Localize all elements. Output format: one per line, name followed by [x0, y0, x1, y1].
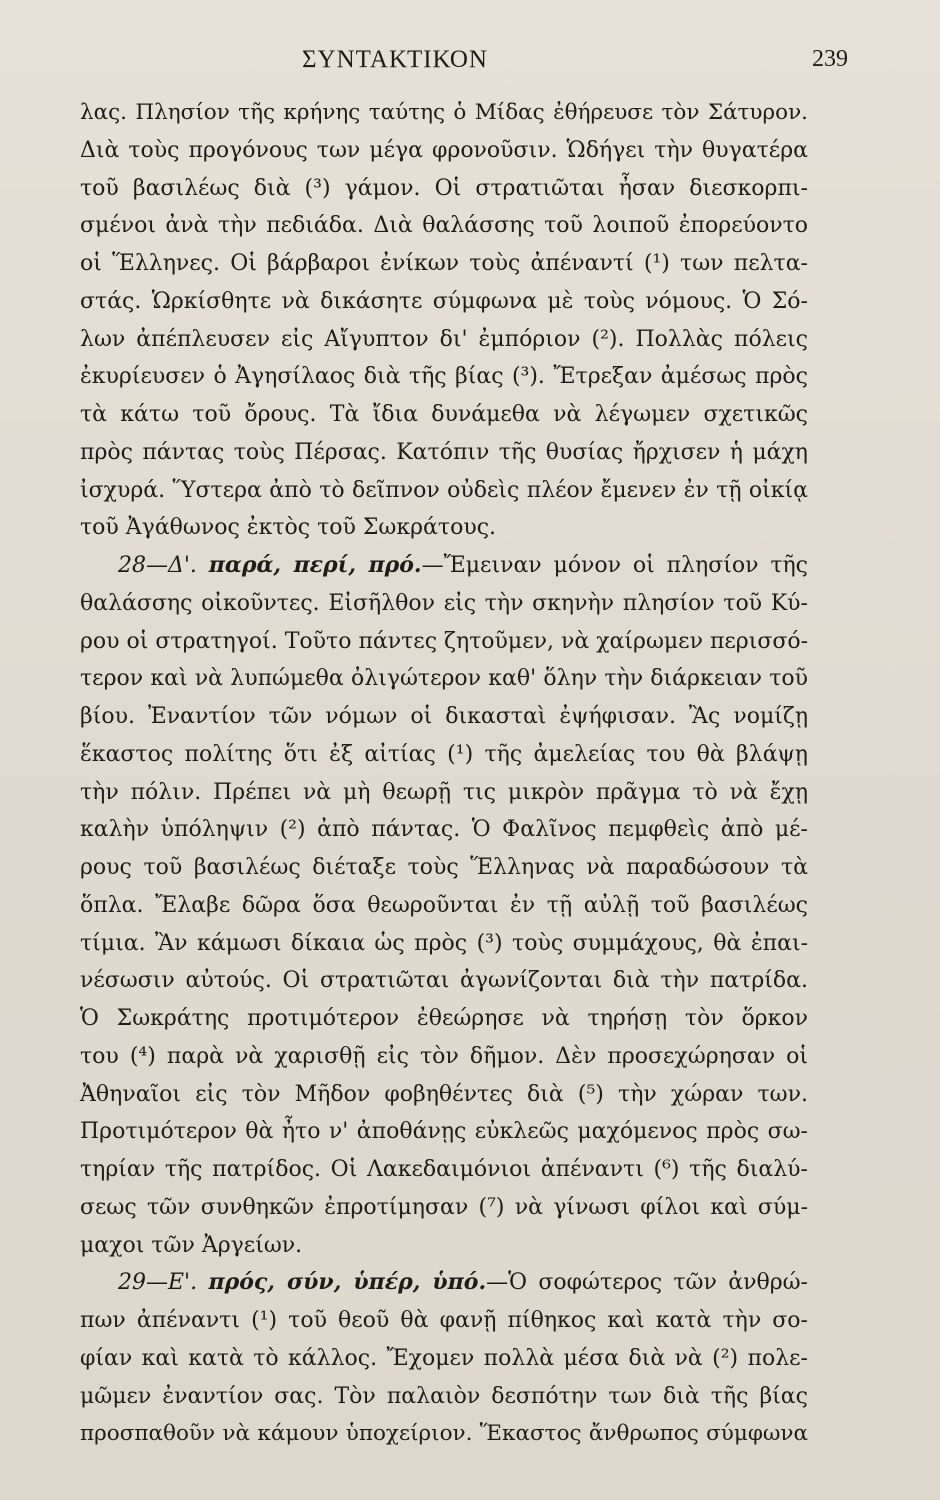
text-line — [80, 434, 808, 472]
line-text: φίαν καὶ κατὰ τὸ κάλλος. Ἔχομεν πολλὰ μέσα διὰ νὰ (²) πολε- — [80, 1345, 808, 1371]
text-line — [80, 547, 808, 585]
text-line — [80, 736, 808, 774]
line-text: βίου. Ἐναντίον τῶν νόμων οἱ δικασταὶ ἐψήφισαν. Ἂς νομίζῃ — [80, 704, 808, 729]
line-text: προσπαθοῦν νὰ κάμουν ὑποχείριον. Ἕκαστος ἄνθρωπος σύμφωνα — [80, 1421, 808, 1447]
line-text: τερον καὶ νὰ λυπώμεθα ὀλιγώτερον καθ' ὅλην τὴν διάρκειαν τοῦ — [80, 666, 808, 692]
line-text: Ὁ Σωκράτης προτιμότερον ἐθεώρησε νὰ τηρήσῃ τὸν ὅρκον — [80, 1006, 808, 1031]
line-text: Ἀθηναῖοι εἰς τὸν Μῆδον φοβηθέντες διὰ (⁵) τὴν χώραν των. — [80, 1081, 808, 1107]
text-line — [80, 245, 808, 283]
line-text: —Ἔμειναν μόνον οἱ πλησίον τῆς — [421, 553, 808, 578]
section-number: 29—Ε'. — [118, 1270, 198, 1296]
text-line — [80, 396, 808, 434]
text-line — [80, 1151, 808, 1189]
line-text: καλὴν ὑπόληψιν (²) ἀπὸ πάντας. Ὁ Φαλῖνος πεμφθεὶς ἀπὸ μέ- — [80, 817, 808, 843]
text-line — [80, 1076, 808, 1114]
running-title: ΣΥΝΤΑΚΤΙΚΟΝ — [302, 46, 488, 73]
line-text: πων ἀπέναντι (¹) τοῦ θεοῦ θὰ φανῇ πίθηκος καὶ κατὰ τὴν σο- — [80, 1308, 808, 1333]
line-text: πρὸς πάντας τοὺς Πέρσας. Κατόπιν τῆς θυσίας ἤρχισεν ἡ μάχη — [80, 439, 808, 465]
line-text: μαχοι τῶν Ἀργείων. — [80, 1232, 303, 1258]
text-line — [80, 660, 808, 698]
line-text: —Ὁ σοφώτερος τῶν ἀνθρώ- — [486, 1270, 808, 1296]
text-line — [80, 94, 808, 132]
text-line — [80, 207, 808, 245]
text-line — [80, 509, 808, 547]
text-line — [80, 623, 808, 661]
line-text: τοῦ βασιλέως διὰ (³) γάμον. Οἱ στρατιῶται ἦσαν διεσκορπι- — [80, 175, 808, 201]
text-line — [80, 925, 808, 963]
line-text: λας. Πλησίον τῆς κρήνης ταύτης ὁ Μίδας ἐθήρευσε τὸν Σάτυρον. — [80, 100, 808, 125]
text-line — [80, 698, 808, 736]
page-number: 239 — [812, 46, 848, 72]
line-text: ἕκαστος πολίτης ὅτι ἐξ αἰτίας (¹) τῆς ἀμελείας του θὰ βλάψῃ — [80, 741, 808, 767]
text-line — [80, 849, 808, 887]
text-line — [80, 472, 808, 510]
line-text: τοῦ Ἀγάθωνος ἐκτὸς τοῦ Σωκράτους. — [80, 515, 497, 541]
running-head — [0, 42, 940, 76]
line-text: στάς. Ὡρκίσθητε νὰ δικάσητε σύμφωνα μὲ τοὺς νόμους. Ὁ Σό- — [80, 288, 808, 314]
section-number: 28—Δ'. — [118, 553, 197, 578]
line-text: ρου οἱ στρατηγοί. Τοῦτο πάντες ζητοῦμεν, νὰ χαίρωμεν περισσό- — [80, 628, 809, 654]
line-text: τίμια. Ἂν κάμωσι δίκαια ὡς πρὸς (³) τοὺς συμμάχους, θὰ ἐπαι- — [80, 930, 808, 956]
text-line — [80, 1378, 808, 1416]
line-text: τηρίαν τῆς πατρίδος. Οἱ Λακεδαιμόνιοι ἀπέναντι (⁶) τῆς διαλύ- — [80, 1157, 808, 1182]
text-line — [80, 1340, 808, 1378]
text-line — [80, 358, 808, 396]
text-line — [80, 1227, 808, 1265]
text-line — [80, 962, 808, 1000]
text-line — [80, 1038, 808, 1076]
line-text: νέσωσιν αὐτούς. Οἱ στρατιῶται ἀγωνίζονται διὰ τὴν πατρίδα. — [80, 968, 808, 994]
text-line — [80, 1264, 808, 1302]
line-text: τὰ κάτω τοῦ ὄρους. Τὰ ἴδια δυνάμεθα νὰ λέγωμεν σχετικῶς — [80, 402, 808, 427]
text-line — [80, 887, 808, 925]
line-text: Προτιμότερον θὰ ἦτο ν' ἀποθάνῃς εὐκλεῶς μαχόμενος πρὸς σω- — [80, 1119, 808, 1145]
line-text: του (⁴) παρὰ νὰ χαρισθῇ εἰς τὸν δῆμον. Δὲν προσεχώρησαν οἱ — [80, 1043, 808, 1069]
text-line — [80, 283, 808, 321]
line-text: σεως τῶν συνθηκῶν ἐπροτίμησαν (⁷) νὰ γίνωσι φίλοι καὶ σύμ- — [80, 1194, 808, 1220]
text-line — [80, 1000, 808, 1038]
section-heading: παρά, περί, πρό. — [208, 552, 422, 578]
line-text: λων ἀπέπλευσεν εἰς Αἴγυπτον δι' ἐμπόριον (²). Πολλὰς πόλεις — [80, 326, 808, 352]
text-line — [80, 1415, 808, 1453]
line-text: ὅπλα. Ἔλαβε δῶρα ὅσα θεωροῦνται ἐν τῇ αὐλῇ τοῦ βασιλέως — [80, 892, 808, 918]
body-text — [80, 94, 808, 1453]
text-line — [80, 1302, 808, 1340]
line-text: Διὰ τοὺς προγόνους των μέγα φρονοῦσιν. Ὡδήγει τὴν θυγατέρα — [80, 137, 808, 163]
text-line — [80, 1113, 808, 1151]
text-line — [80, 170, 808, 208]
section-heading: πρός, σύν, ὑπέρ, ὑπό. — [208, 1269, 487, 1296]
text-line — [80, 132, 808, 170]
line-text: σμένοι ἀνὰ τὴν πεδιάδα. Διὰ θαλάσσης τοῦ λοιποῦ ἐπορεύοντο — [80, 213, 808, 239]
text-line — [80, 1189, 808, 1227]
text-line — [80, 321, 808, 359]
line-text: ἰσχυρά. Ὕστερα ἀπὸ τὸ δεῖπνον οὐδεὶς πλέον ἔμενεν ἐν τῇ οἰκίᾳ — [80, 477, 808, 503]
line-text: οἱ Ἕλληνες. Οἱ βάρβαροι ἐνίκων τοὺς ἀπέναντί (¹) των πελτα- — [80, 251, 808, 276]
text-line — [80, 811, 808, 849]
text-line — [80, 774, 808, 812]
line-text: ρους τοῦ βασιλέως διέταξε τοὺς Ἕλληνας νὰ παραδώσουν τὰ — [80, 855, 808, 880]
line-text: ἐκυρίευσεν ὁ Ἀγησίλαος διὰ τῆς βίας (³). Ἔτρεξαν ἀμέσως πρὸς — [80, 364, 808, 390]
line-text: τὴν πόλιν. Πρέπει νὰ μὴ θεωρῇ τις μικρὸν πρᾶγμα τὸ νὰ ἔχῃ — [80, 779, 808, 805]
text-line — [80, 585, 808, 623]
line-text: θαλάσσης οἰκοῦντες. Εἰσῆλθον εἰς τὴν σκηνὴν πλησίον τοῦ Κύ- — [80, 590, 808, 616]
line-text: μῶμεν ἐναντίον σας. Τὸν παλαιὸν δεσπότην των διὰ τῆς βίας — [80, 1383, 808, 1409]
